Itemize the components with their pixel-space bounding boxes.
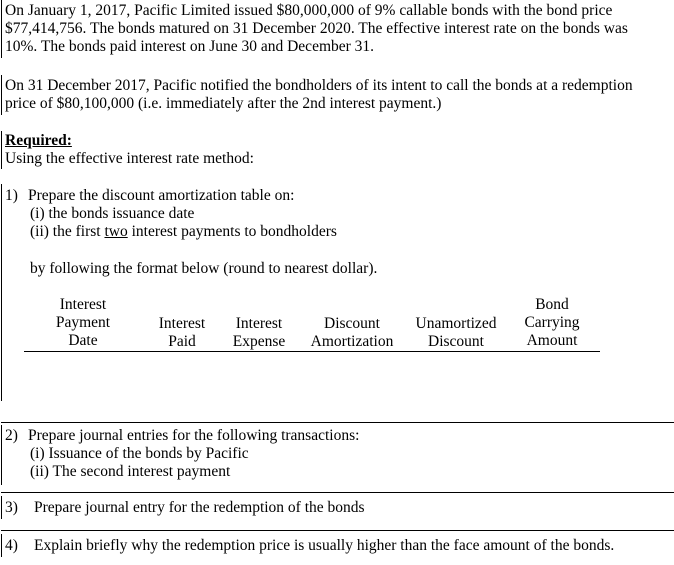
left-border [1,0,2,58]
header-text: Amount [526,332,578,349]
header-text: Expense [232,333,286,350]
intro-line-2: $77,414,756. The bonds matured on 31 December 2020. The effective interest rate on the bonds was [5,20,628,37]
col-interest-expense [228,315,290,351]
section-separator [1,492,674,493]
q2-number: 2) [5,427,18,444]
left-border [1,131,2,169]
q1-item-ii [30,223,337,241]
col-interest-paid [152,315,212,351]
left-border [1,534,2,557]
q3-number: 3) [5,499,18,516]
required-heading: Required: [5,132,72,149]
q2-text: Prepare journal entries for the following transactions: [28,427,360,444]
q1-format-note: by following the format below (round to nearest dollar). [30,260,378,277]
left-border [1,184,2,401]
q4-text: Explain briefly why the redemption price is usually higher than the face amount of the bonds. [34,537,615,554]
header-text: Discount [428,333,484,350]
q2-item-i: (i) Issuance of the bonds by Pacific [30,445,249,462]
q4-number: 4) [5,537,18,554]
q2-item-ii: (ii) The second interest payment [30,463,231,480]
intro-line-1: On January 1, 2017, Pacific Limited issued $80,000,000 of 9% callable bonds with the bond price [5,2,613,19]
header-text: Unamortized [415,315,497,332]
q1-item-ii-underlined: two [104,223,128,240]
header-text: Interest [59,296,107,313]
header-text: Carrying [524,314,580,331]
col-unamortized-discount [409,315,503,351]
col-discount-amortization [305,315,399,351]
q1-item-ii-text-end: interest payments to bondholders [127,223,337,240]
col-interest-payment-date [50,296,116,350]
required-subheading: Using the effective interest rate method: [5,150,254,167]
section-separator [1,530,674,531]
header-text: Payment [55,314,111,331]
section-separator [1,422,674,423]
header-text: Bond [535,296,569,313]
notice-line-2: price of $80,100,000 (i.e. immediately after the 2nd interest payment.) [5,95,442,112]
header-text: Interest [235,315,283,332]
notice-line-1: On 31 December 2017, Pacific notified the bondholders of its intent to call the bonds at a redemption [5,77,633,94]
q1-item-i: (i) the bonds issuance date [30,205,195,222]
header-text: Interest [158,315,206,332]
header-text: Discount [324,315,380,332]
q1-text: Prepare the discount amortization table on: [28,187,295,204]
q1-item-ii-text: (ii) the first [30,223,105,240]
q1-number: 1) [5,187,18,204]
left-border [1,75,2,115]
header-text: Amortization [310,333,394,350]
header-text: Date [68,332,98,349]
col-bond-carrying-amount [518,296,586,350]
left-border [1,496,2,519]
header-text: Paid [168,333,196,350]
intro-line-3: 10%. The bonds paid interest on June 30 and December 31. [5,38,375,55]
left-border [1,425,2,485]
table-header-rule [24,351,600,352]
q3-text: Prepare journal entry for the redemption of the bonds [34,499,365,516]
